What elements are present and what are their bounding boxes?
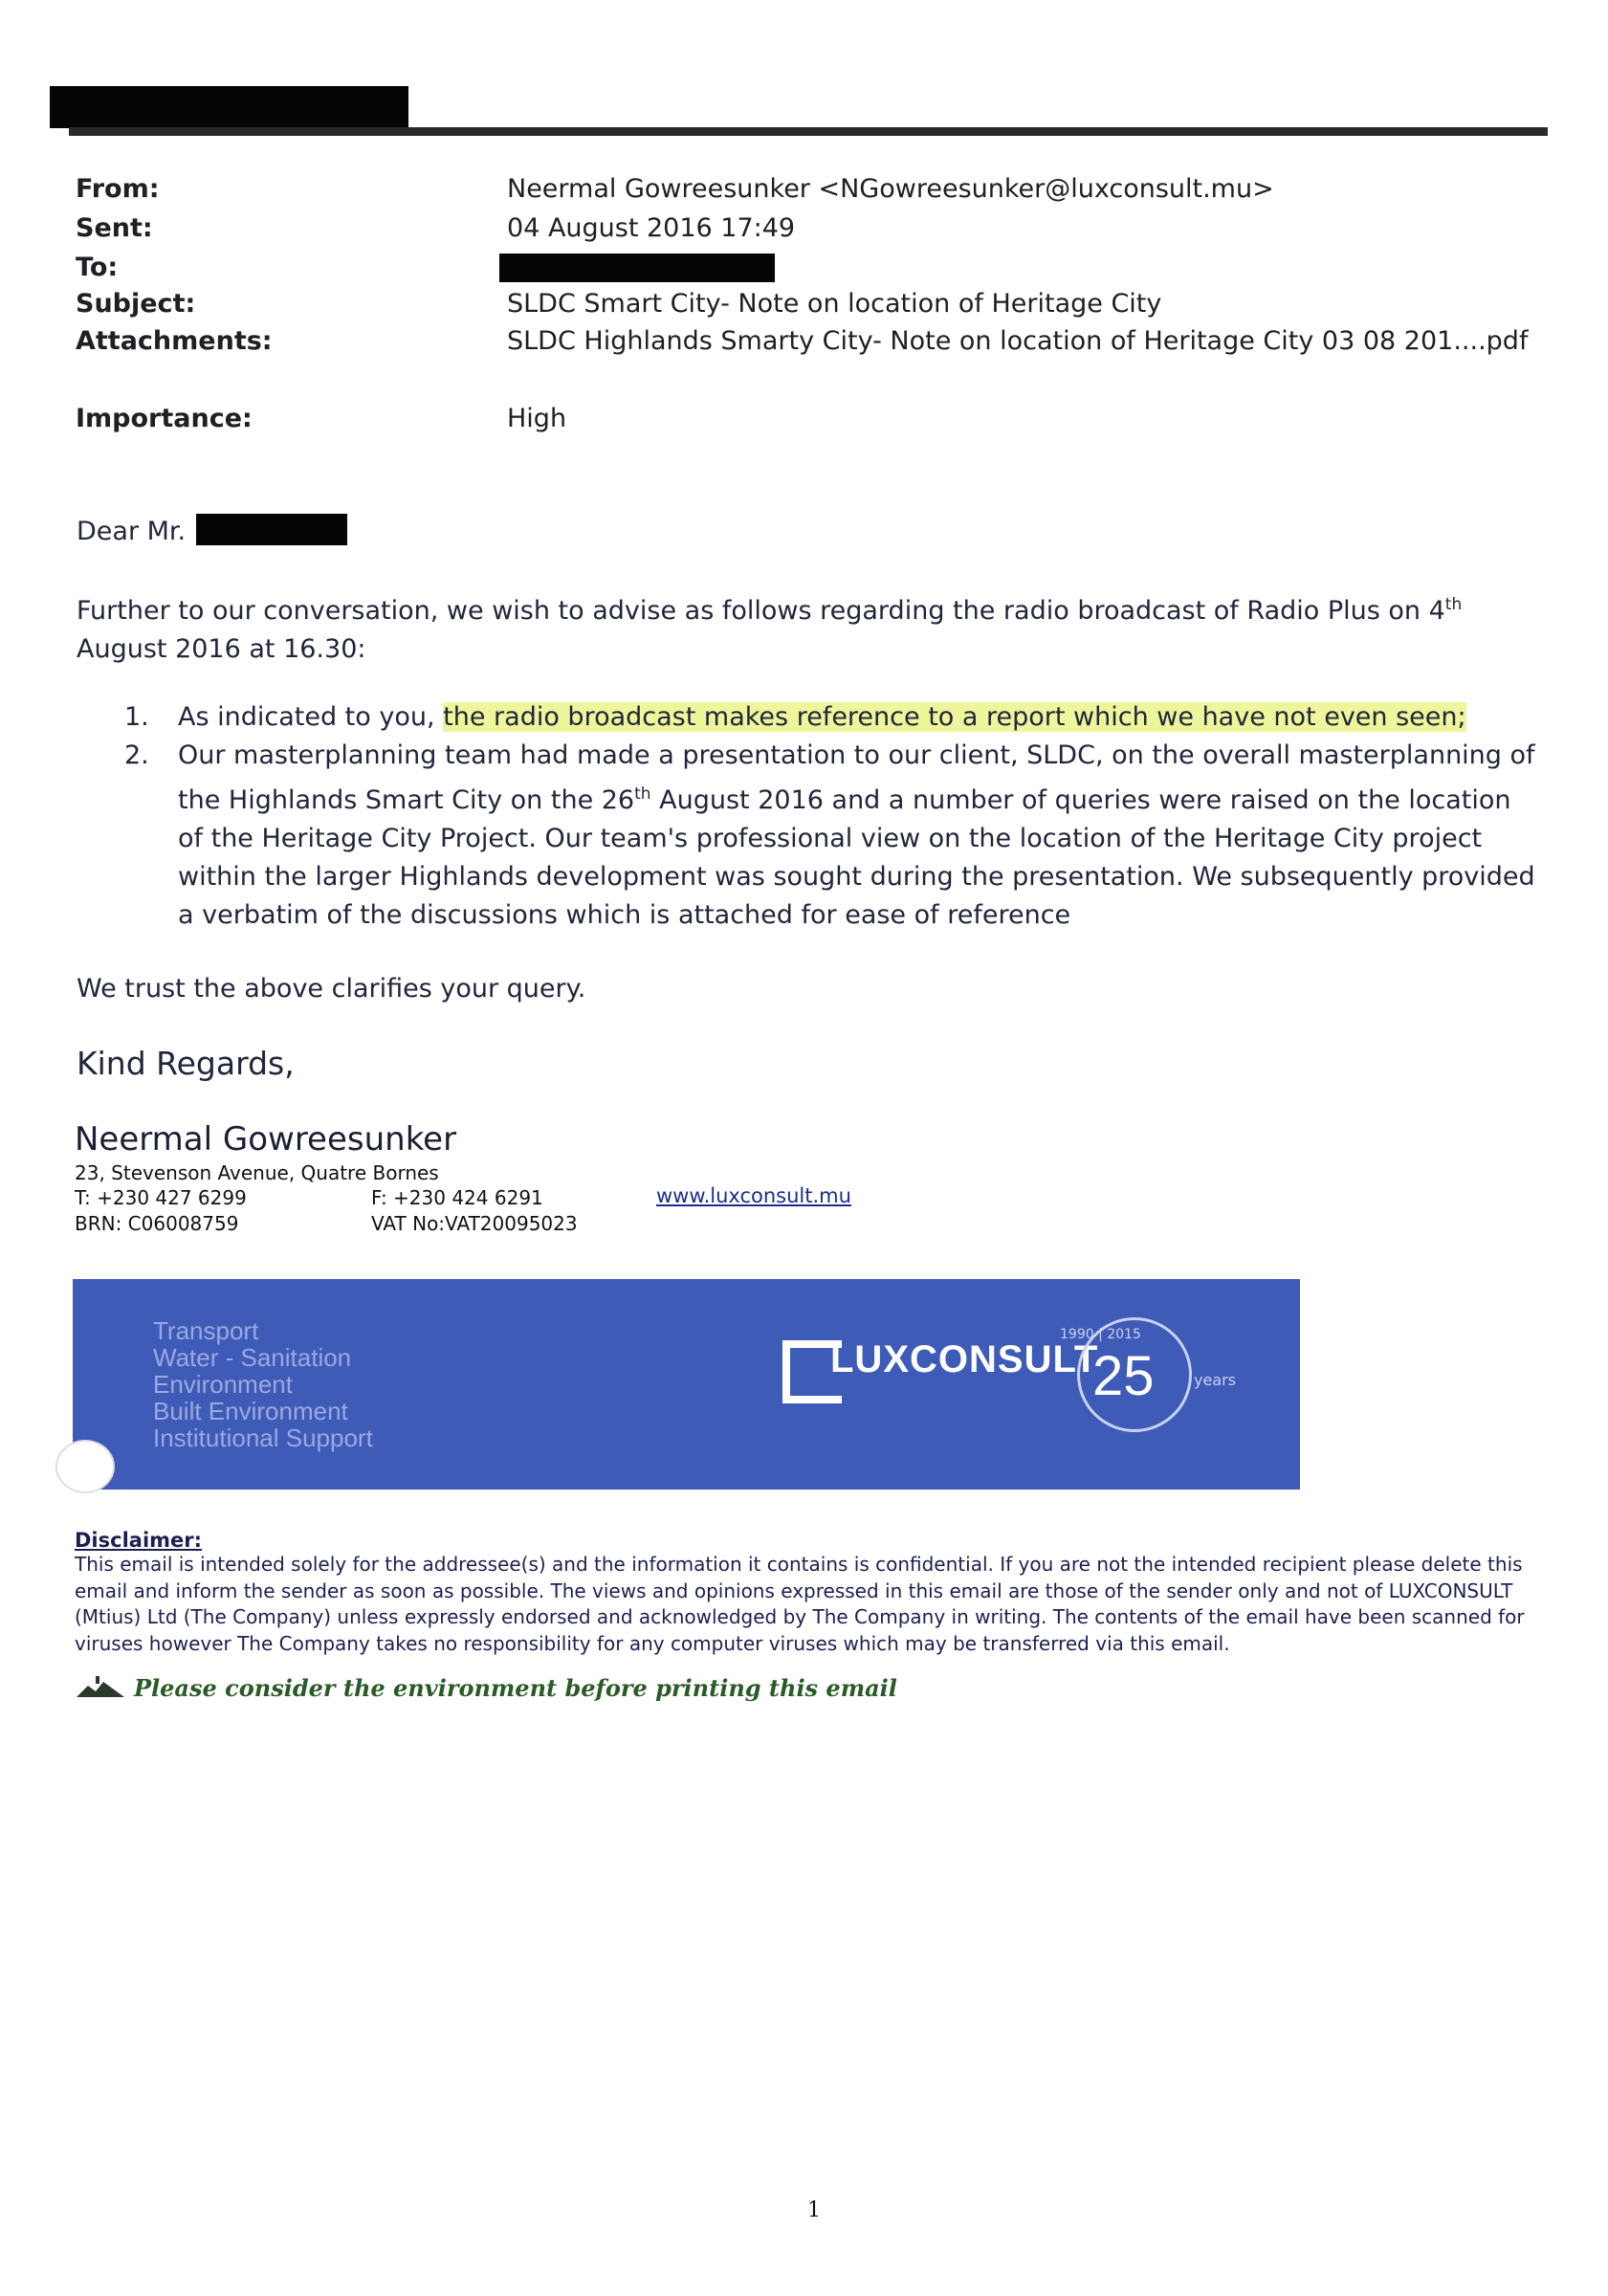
- kind-regards: Kind Regards,: [77, 1045, 295, 1082]
- anniversary-number: 25: [1092, 1345, 1155, 1407]
- redacted-addressee: [196, 514, 347, 545]
- intro-paragraph: Further to our conversation, we wish to advise as follows regarding the radio broadcast of Radio Plus on 4th August 2016 at 16.30:: [77, 595, 1463, 664]
- salutation: Dear Mr.: [77, 517, 187, 546]
- signature-brn: BRN: C06008759: [75, 1212, 239, 1235]
- from-value: Neermal Gowreesunker <NGowreesunker@luxconsult.mu>: [507, 174, 1274, 204]
- redacted-recipient: [499, 254, 775, 282]
- website-link[interactable]: www.luxconsult.mu: [656, 1184, 851, 1207]
- page-number: 1: [807, 2198, 821, 2222]
- sent-label: Sent:: [76, 213, 153, 243]
- tree-icon: [75, 1676, 126, 1699]
- numbered-list: [124, 698, 1540, 935]
- environment-note: Please consider the environment before printing this email: [134, 1674, 897, 1702]
- signature-fax: F: +230 424 6291: [371, 1186, 543, 1209]
- signature-address: 23, Stevenson Avenue, Quatre Bornes: [75, 1161, 439, 1184]
- attachments-label: Attachments:: [76, 326, 273, 356]
- header-divider: [69, 127, 1548, 136]
- importance-label: Importance:: [76, 404, 253, 433]
- signature-phone: T: +230 427 6299: [75, 1186, 247, 1209]
- services-list: Transport Water - Sanitation Environment Built Environment Institutional Support: [153, 1316, 373, 1452]
- to-label: To:: [76, 253, 119, 282]
- anniversary-range: 1990 | 2015: [1060, 1327, 1141, 1342]
- sent-value: 04 August 2016 17:49: [507, 213, 796, 243]
- company-logo-text: LUXCONSULT: [830, 1338, 1099, 1380]
- importance-value: High: [507, 404, 567, 433]
- list-item: 1. As indicated to you, the radio broadcast makes reference to a report which we have not even seen;: [124, 702, 1466, 732]
- closing-line: We trust the above clarifies your query.: [77, 974, 586, 1004]
- list-item: 2. Our masterplanning team had made a presentation to our client, SLDC, on the overall masterplanning of the Highlands Smart City on the 26th August 2016 and a number of queries were raised on the location of the Heritage City Project. Our team's professional view on the location of the Heritage City project within the larger Highlands development was sought during the presentation. We subsequently provided a verbatim of the discussions which is attached for ease of reference: [124, 740, 1535, 930]
- subject-value: SLDC Smart City- Note on location of Heritage City: [507, 289, 1162, 319]
- attachment-link[interactable]: SLDC Highlands Smarty City- Note on location of Heritage City 03 08 201....pdf: [507, 326, 1529, 356]
- company-banner: [73, 1279, 1300, 1490]
- anniversary-years-word: years: [1194, 1371, 1237, 1389]
- signature-vat: VAT No:VAT20095023: [371, 1212, 578, 1235]
- from-label: From:: [76, 174, 160, 204]
- redacted-header-name: [50, 86, 408, 128]
- scan-hole-mark: [55, 1440, 115, 1493]
- highlighted-text: the radio broadcast makes reference to a report which we have not even seen;: [443, 702, 1466, 732]
- disclaimer-text: This email is intended solely for the addressee(s) and the information it contains is confidential. If you are not the intended recipient please delete this email and inform the sender as soon as possible. The views and opinions expressed in this email are those of the sender only and not of LUXCONSULT (Mtius) Ltd (The Company) unless expressly endorsed and acknowledged by The Company in writing. The contents of the email have been scanned for viruses however The Company takes no responsibility for any computer viruses which may be transferred via this email.: [75, 1553, 1525, 1655]
- signature-name: Neermal Gowreesunker: [75, 1120, 457, 1159]
- disclaimer-title: Disclaimer:: [75, 1529, 203, 1552]
- subject-label: Subject:: [76, 289, 196, 319]
